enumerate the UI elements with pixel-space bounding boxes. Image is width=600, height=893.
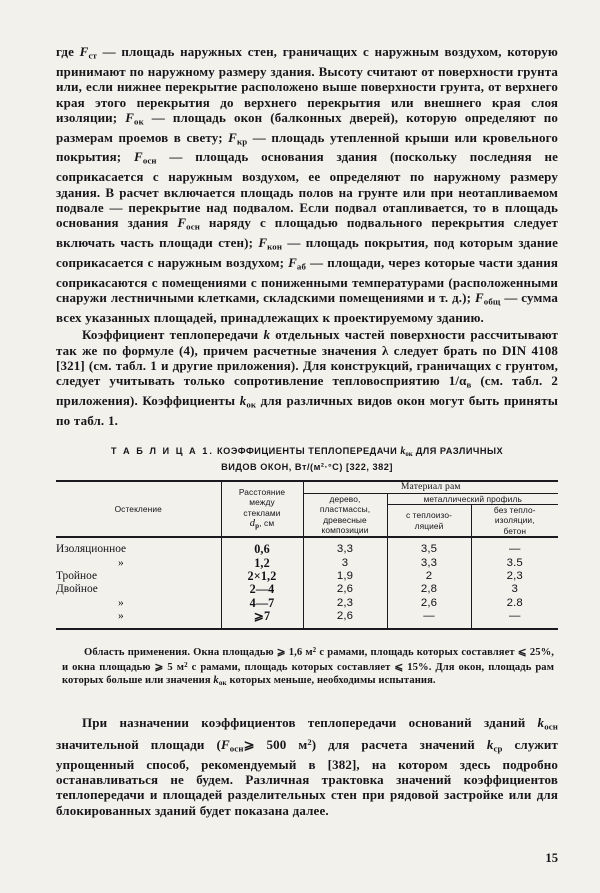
p1-text-f: наряду с площадью подвального перекрытия следует включать часть площади стен);: [56, 215, 558, 251]
p1-text-e: — площадь основания здания (поскольку последняя не соприкасается с наружным воздухом, ее определяют по наружному размеру здания. В расчет включается площадь полов на грунте или при неотапливаемом подвале — перекрытие над подвалом. Если подвал отапливается, то в площадь основания здания: [56, 149, 558, 231]
cell-wood: 2,6: [303, 610, 387, 628]
header-with-insulation: с теплоизо- ляцией: [387, 504, 471, 537]
note-sup-2: 2: [184, 660, 188, 669]
note-lead: Область применения.: [84, 646, 191, 658]
header-row-1: [56, 481, 558, 493]
cell-wood: 3,3: [303, 537, 387, 556]
cell-distance: 4—7: [221, 597, 303, 610]
cell-wood: 2,6: [303, 583, 387, 596]
cell-glazing: »: [118, 596, 124, 609]
p2-text-d: для различных видов окон могут быть приняты по табл. 1.: [56, 393, 558, 428]
symbol-k-ok-caption: $k_{ок}$: [400, 446, 413, 459]
p3-text-e: служит упрощенный способ, рекомендуемый в [382], на котором здесь подробно останавливаться не будем. Различная трактовка значений коэффициентов теплопередачи и площадей разделительных стен при рядовой застройке или для блокированных зданий будет показана далее.: [56, 736, 558, 818]
table-row: [56, 557, 558, 570]
note-sup-1: 2: [312, 645, 317, 654]
table-1-label: Т А Б Л И Ц А 1.: [110, 446, 214, 457]
symbol-k: k: [263, 327, 271, 343]
p3-text-a: При назначении коэффициентов теплопередачи оснований зданий: [82, 715, 538, 731]
symbol-F-osn-2: $F_{осн}$: [177, 215, 200, 232]
symbol-k-ok: $k_{ок}$: [239, 393, 257, 410]
p2-text-c: (см. табл. 2 приложения). Коэффициенты: [56, 373, 558, 409]
cell-metal-bare: 2.8: [471, 597, 558, 610]
symbol-F-st: $F_{ст}$: [79, 44, 97, 61]
cell-metal-bare: —: [471, 610, 558, 628]
cell-metal-insulated: 2: [387, 570, 471, 583]
p3-text-b: значительной площади (: [56, 736, 221, 752]
p1-text-h: — площади, через которые части здания соприкасаются с помещениями с пониженными температурами (расположенными снаружи лестничными клетками, складскими помещениями и т. д.);: [56, 254, 558, 306]
p1-text-b: — площадь наружных стен, граничащих с наружным воздухом, которую принимают по наружному размеру здания. Высоту считают от поверхности грунта или, если нижнее перекрытие расположено выше поверхности грунта, от верхнего края этого перекрытия до верхнего перекрытия или внешнего края слоя изоляции;: [56, 44, 558, 125]
cell-metal-insulated: 2,6: [387, 597, 471, 610]
symbol-F-kr: $F_{кр}$: [228, 129, 248, 147]
p3-superscript: 2: [307, 737, 312, 747]
p1-text-d: — площадь утепленной крыши или кровельного покрытия;: [56, 129, 558, 165]
table-1-caption-line1-post: ДЛЯ РАЗЛИЧНЫХ: [415, 446, 504, 457]
p3-text-c: ⩾ 500 м: [243, 736, 308, 752]
note-text-b: с рамами, площадь которых составляет ⩽ 25%, и окна площадью ⩾ 5 м: [62, 646, 555, 673]
symbol-F-ok: $F_{ок}$: [125, 109, 144, 127]
cell-glazing: Тройное: [56, 569, 97, 582]
note-text-a: Окна площадью ⩾ 1,6 м: [190, 646, 313, 658]
header-metal-profile: металлический профиль: [387, 493, 558, 504]
cell-metal-insulated: 3,5: [387, 537, 471, 556]
symbol-F-kon: $F_{кон}$: [258, 235, 283, 252]
header-without-insulation: без тепло- изоляции, бетон: [471, 504, 558, 537]
symbol-d-r: $d_р$: [249, 518, 260, 531]
cell-glazing: »: [118, 610, 124, 623]
p1-text-c: — площадь окон (балконных дверей), которую определяют по размерам проемов в свету;: [56, 109, 558, 145]
p1-text-a: где: [56, 44, 80, 59]
symbol-alpha-sub-v: в: [466, 379, 472, 390]
table-1: [56, 480, 558, 629]
cell-metal-bare: 3: [471, 583, 558, 596]
cell-distance: 0,6: [221, 537, 303, 556]
symbol-F-osn-3: $F_{осн}$: [220, 736, 244, 754]
cell-metal-bare: 2,3: [471, 570, 558, 583]
table-row: [56, 583, 558, 596]
cell-distance: 1,2: [221, 557, 303, 570]
cell-distance: ⩾7: [221, 610, 303, 628]
table-1-caption-line2: ВИДОВ ОКОН, Вт/(м²·°С) [322, 382]: [221, 462, 393, 473]
cell-metal-bare: —: [471, 537, 558, 556]
header-distance: Расстояние между стеклами $d_р$, см: [221, 481, 303, 537]
cell-metal-insulated: 3,3: [387, 557, 471, 570]
cell-wood: 2,3: [303, 597, 387, 610]
table-row: [56, 537, 558, 556]
note-text-c: с рамами, площадь которых составляет ⩽ 15%. Для окон, площадь рам которых больше или значения: [62, 661, 554, 687]
p2-text-b: отдельных частей поверхности рассчитывают так же по формуле (4), причем расчетные значения λ следует брать по DIN 4108 [321] (см. табл. 1 и другие приложения). Для конструкций, граничащих с грунтом, следует учитывать только сопротивление тепловосприятию 1/α: [56, 327, 559, 389]
cell-metal-insulated: —: [387, 610, 471, 628]
table-1-block: [56, 445, 558, 690]
cell-distance: 2×1,2: [221, 570, 303, 583]
symbol-F-osn-1: $F_{осн}$: [134, 149, 157, 166]
table-1-note: [56, 644, 558, 691]
table-1-body: [56, 537, 558, 628]
p2-text-a: Коэффициент теплопередачи: [82, 327, 264, 343]
p3-text-d: ) для расчета значений: [311, 736, 487, 752]
header-glazing: Остекление: [56, 481, 221, 537]
symbol-k-osn: $k_{осн}$: [537, 715, 558, 732]
cell-glazing: »: [118, 556, 124, 569]
header-wood-plastics: дерево, пластмассы, древесные композиции: [303, 493, 387, 537]
paragraph-foundation-coefficients: [56, 715, 558, 818]
page-number: 15: [545, 851, 558, 865]
symbol-F-ab: $F_{аб}$: [288, 254, 306, 272]
paragraph-definitions: [56, 44, 558, 325]
note-text-d: которых меньше, необходимы испытания.: [226, 675, 436, 687]
table-row: [56, 570, 558, 583]
table-1-caption: [56, 445, 558, 474]
header-frame-material: Материал рам: [303, 481, 558, 493]
symbol-F-obsch: $F_{общ}$: [474, 290, 501, 307]
cell-metal-bare: 3.5: [471, 557, 558, 570]
table-row: [56, 610, 558, 628]
table-1-caption-line1-pre: КОЭФФИЦИЕНТЫ ТЕПЛОПЕРЕДАЧИ: [217, 446, 398, 457]
p1-text-i: — сумма всех указанных площадей, принадлежащих к проектируемому зданию.: [56, 290, 559, 325]
cell-glazing: Изоляционное: [56, 543, 127, 556]
cell-wood: 1,9: [303, 570, 387, 583]
cell-wood: 3: [303, 557, 387, 570]
paragraph-heat-transfer-coefficient: [56, 327, 558, 428]
p1-text-g: — площадь покрытия, под которым здание соприкасается с наружным воздухом;: [56, 235, 558, 270]
cell-metal-insulated: 2,8: [387, 583, 471, 596]
table-1-head: [56, 481, 558, 537]
symbol-k-sr: $k_{ср}$: [486, 736, 503, 754]
symbol-k-ok-note: $k_{ок}$: [213, 675, 227, 688]
cell-glazing: Двойное: [56, 583, 98, 596]
cell-distance: 2—4: [221, 583, 303, 596]
table-row: [56, 597, 558, 610]
